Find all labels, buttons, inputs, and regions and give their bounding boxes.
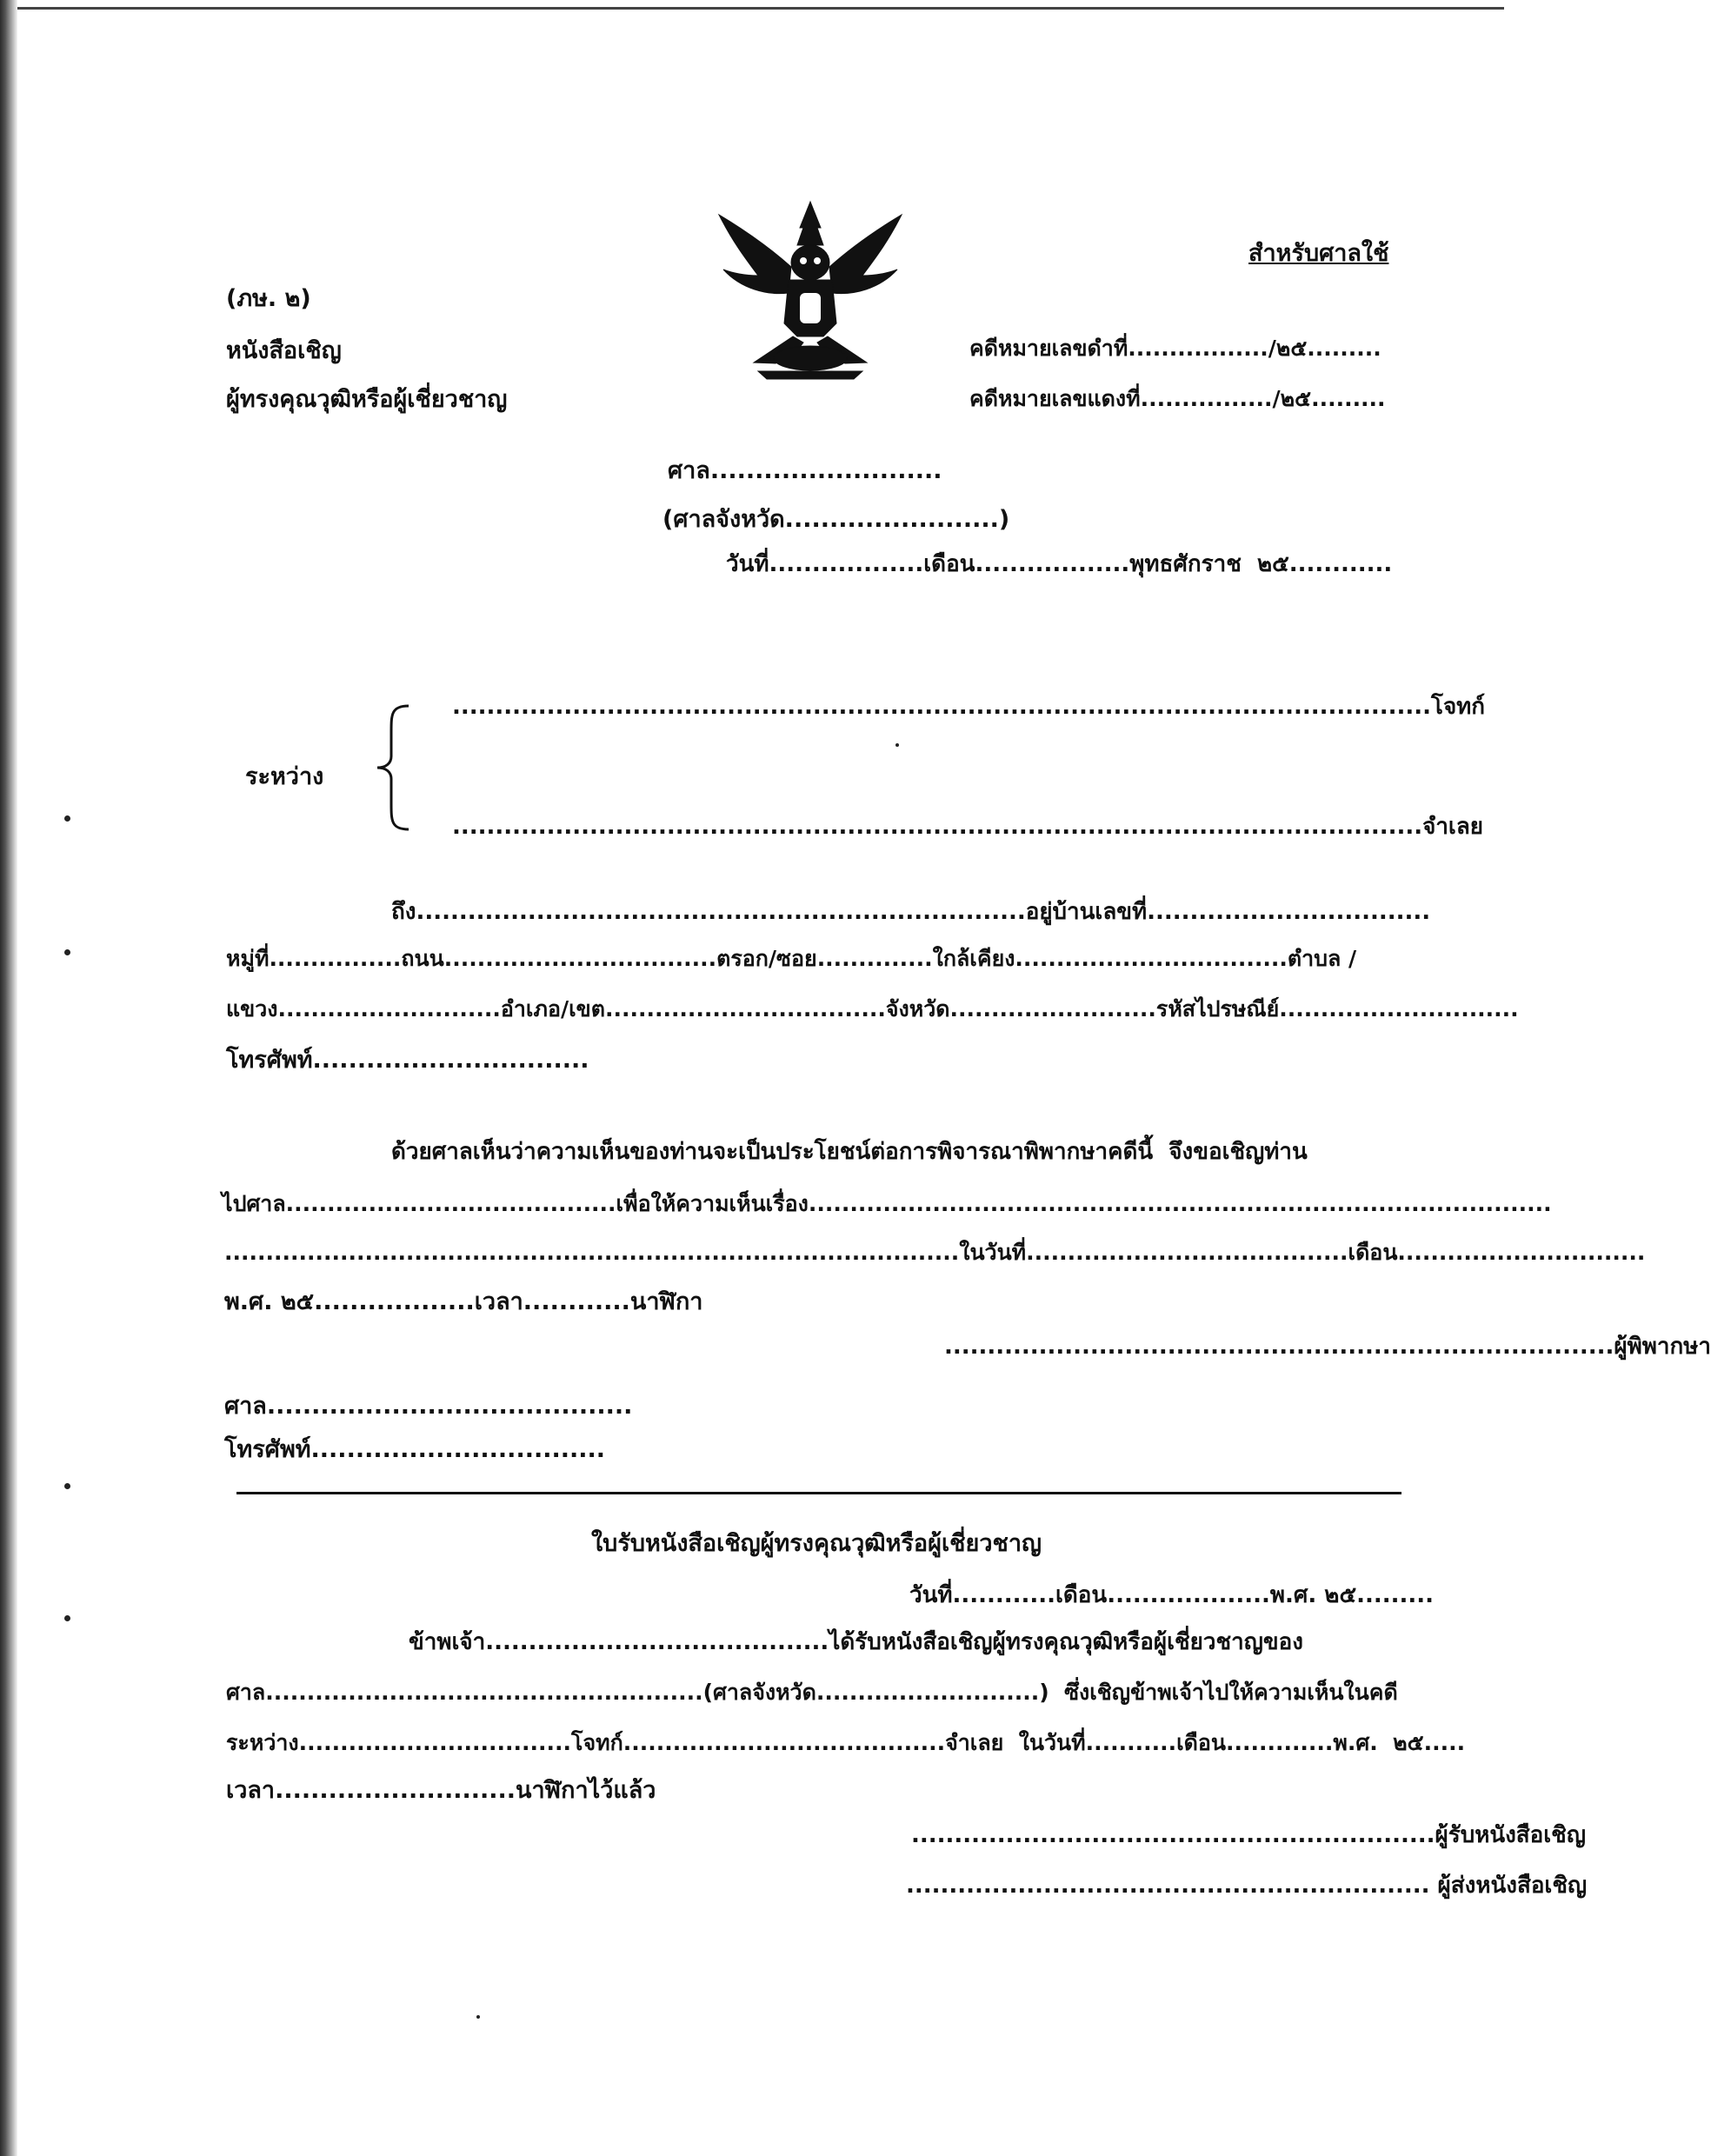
receipt-title: ใบรับหนังสือเชิญผู้ทรงคุณวุฒิหรือผู้เชี่ยวชาญ [591,1530,1042,1557]
receipt-line-2: ศาล.....................................................(ศาลจังหวัด...........................) ซึ่งเชิญข้าพเจ้าไปให้ความเห็นในคดี [226,1680,1398,1705]
scan-speck [64,949,70,955]
scan-speck [895,743,899,747]
form-code: (ภษ. ๒) [226,285,311,312]
red-case-number: คดีหมายเลขแดงที่................/๒๕......... [969,386,1386,411]
court-use-label: สำหรับศาลใช้ [1248,240,1389,267]
receipt-line-4: เวลา...........................นาฬิกาไว้แล้ว [226,1777,656,1804]
title-line-2: ผู้ทรงคุณวุฒิหรือผู้เชี่ยวชาญ [226,386,508,413]
court-name-line: ศาล.......................... [668,457,942,484]
scan-speck [64,1483,70,1489]
receipt-date-line: วันที่............เดือน...................พ.ศ. ๒๕......... [909,1582,1435,1608]
plaintiff-line: ..................................................................................................................โจทก์ [452,694,1486,720]
scan-top-edge [17,7,1504,10]
judge-signature-line: ..............................................................................ผู้พิพากษา [944,1334,1711,1360]
invitation-line-3: .........................................................................................ในวันที่.......................................เดือน.............................. [224,1240,1646,1265]
between-label: ระหว่าง [245,763,324,790]
invitation-line-2: ไปศาล........................................เพื่อให้ความเห็นเรื่อง.......................................................................................... [222,1191,1552,1216]
brace-icon [372,702,416,836]
invitation-line-4: พ.ศ. ๒๕..................เวลา............นาฬิกา [224,1288,703,1315]
title-line-1: หนังสือเชิญ [226,337,342,364]
defendant-line: .................................................................................................................จำเลย [452,814,1483,840]
address-line-1: ถึง.......................................................................อยู่บ้านเลขที่................................. [391,899,1431,925]
scan-speck [476,2015,480,2019]
scan-speck [64,1615,70,1621]
address-line-4: โทรศัพท์............................... [226,1047,589,1074]
judge-court-line: ศาล......................................... [224,1393,633,1420]
address-line-3: แขวง...........................อำเภอ/เขต..................................จังหวัด.........................รหัสไปรษณีย์............................. [226,996,1519,1021]
address-line-2: หมู่ที่................ถนน.................................ตรอก/ซอย..............ใกล้เคียง.................................ตำบล / [226,946,1357,971]
receipt-line-1: ข้าพเจ้า........................................ได้รับหนังสือเชิญผู้ทรงคุณวุฒิหรือผู้เชี่ยวชาญของ [409,1629,1303,1655]
receipt-line-3: ระหว่าง.................................โจทก์.......................................จำเลย ในวันที่...........เดือน.............พ.ศ. ๒๕..... [226,1730,1466,1755]
garuda-emblem-icon [706,193,915,388]
scan-edge [0,0,17,2156]
judge-phone-line: โทรศัพท์................................. [224,1436,606,1463]
provincial-court-line: (ศาลจังหวัด........................) [662,506,1010,533]
document-date-line: วันที่..................เดือน..................พุทธศักราช ๒๕............ [726,551,1393,577]
invitation-line-1: ด้วยศาลเห็นว่าความเห็นของท่านจะเป็นประโยชน์ต่อการพิจารณาพิพากษาคดีนี้ จึงขอเชิญท่าน [391,1139,1308,1165]
section-divider [236,1492,1401,1494]
black-case-number: คดีหมายเลขดำที่................./๒๕......... [969,336,1381,361]
receiver-signature-line: .............................................................ผู้รับหนังสือเชิญ [911,1822,1586,1848]
sender-signature-line: ............................................................. ผู้ส่งหนังสือเชิญ [906,1873,1588,1899]
scan-speck [64,815,70,822]
